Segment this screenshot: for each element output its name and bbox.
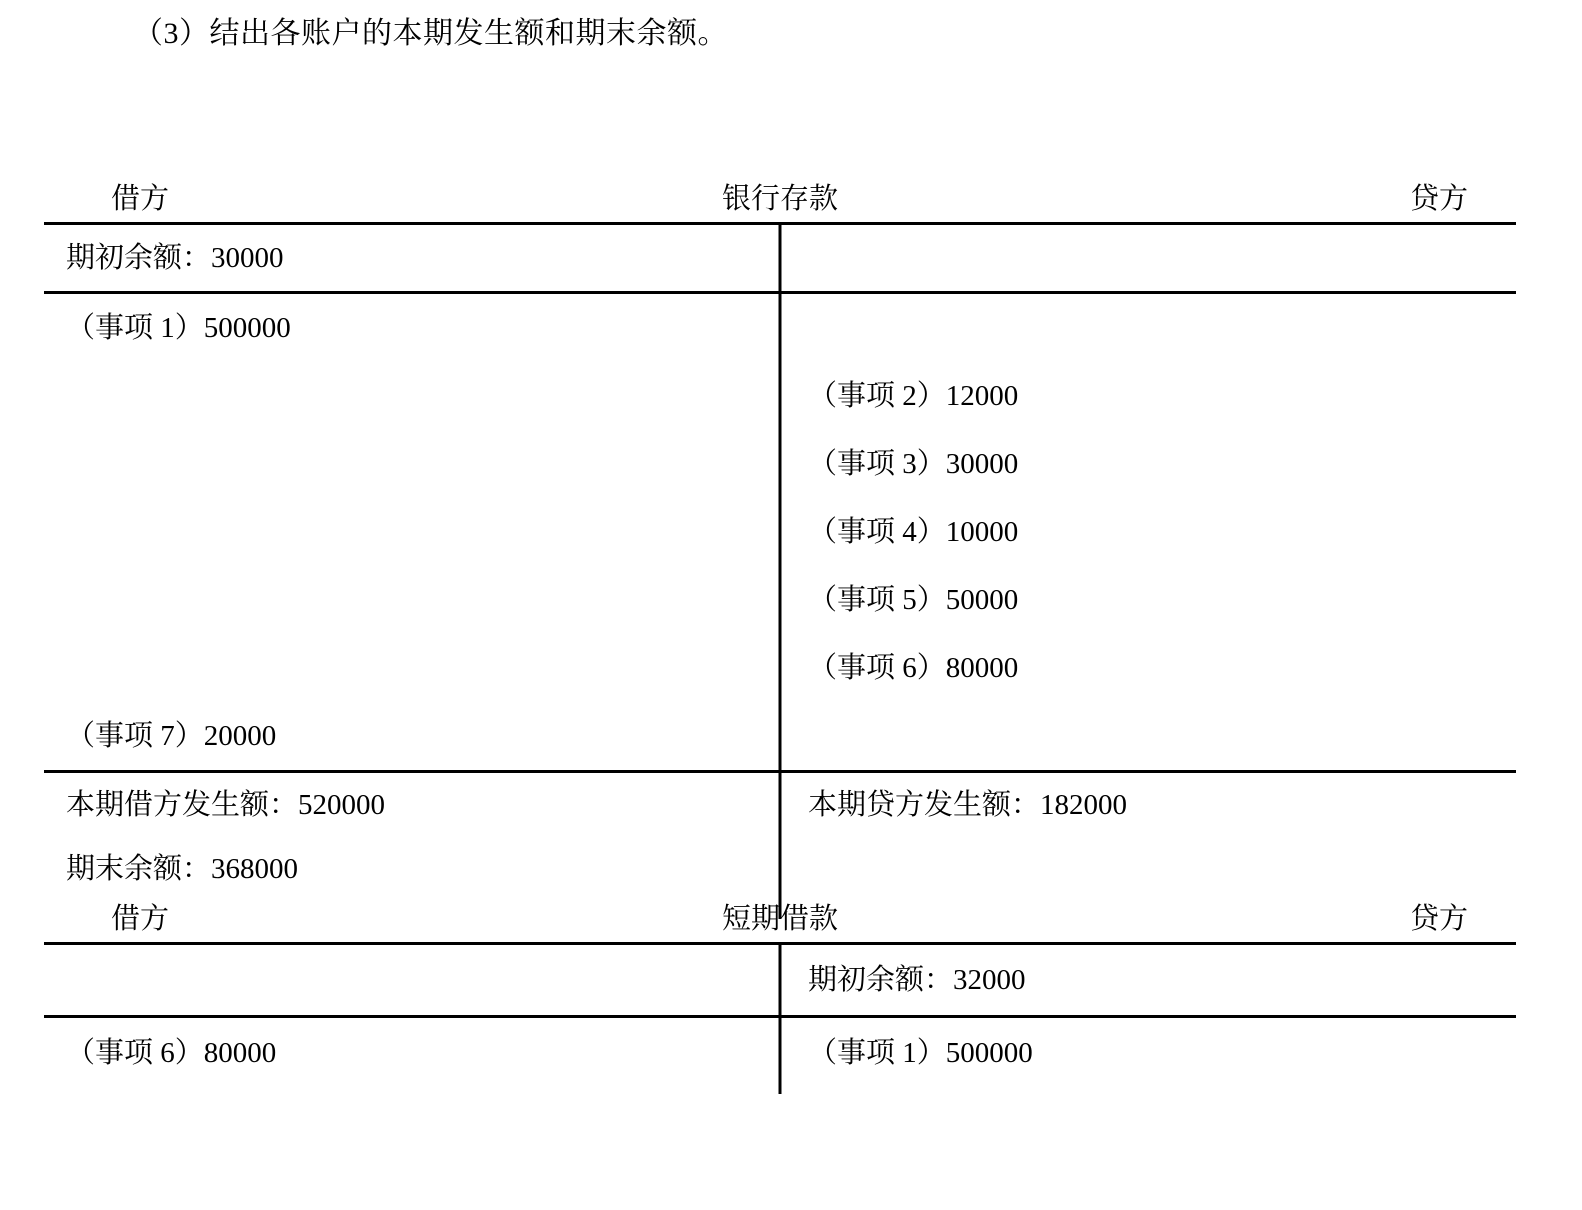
credit-side-label: 贷方	[1409, 183, 1468, 215]
opening-balance-credit: 期初余额：32000	[808, 964, 1026, 996]
credit-entry: （事项 5）50000	[808, 584, 1019, 616]
credit-entry: （事项 6）80000	[808, 652, 1019, 684]
credit-totals	[780, 773, 1516, 901]
debit-closing-balance: 期末余额：368000	[66, 853, 299, 885]
account-title: 银行存款	[721, 183, 838, 215]
section-heading: （3）结出各账户的本期发生额和期末余额。	[133, 17, 728, 50]
debit-entries	[44, 1018, 780, 1088]
debit-side-label: 借方	[111, 183, 170, 215]
debit-entry: （事项 7）20000	[66, 720, 277, 752]
debit-entries	[44, 294, 780, 770]
credit-entries	[780, 294, 1516, 770]
debit-period-total: 本期借方发生额：520000	[66, 789, 386, 821]
credit-period-total: 本期贷方发生额：182000	[808, 789, 1128, 821]
credit-entries	[780, 1018, 1516, 1088]
credit-side-label: 贷方	[1409, 903, 1468, 935]
credit-entry: （事项 1）500000	[808, 1037, 1033, 1069]
t-account-header	[44, 896, 1516, 942]
credit-entry: （事项 3）30000	[808, 448, 1019, 480]
t-account-bank-deposit	[44, 176, 1516, 901]
credit-entry: （事项 2）12000	[808, 380, 1019, 412]
debit-totals	[44, 773, 780, 901]
t-account-header	[44, 176, 1516, 222]
center-divider	[779, 945, 782, 1094]
credit-entry: （事项 4）10000	[808, 516, 1019, 548]
t-account-short-term-loan	[44, 896, 1516, 1088]
debit-side-label: 借方	[111, 903, 170, 935]
account-title: 短期借款	[721, 903, 838, 935]
debit-entry: （事项 6）80000	[66, 1037, 277, 1069]
t-account-body	[44, 942, 1516, 1088]
opening-balance-credit	[780, 225, 1516, 291]
center-divider	[779, 225, 782, 919]
opening-balance-debit	[44, 945, 780, 1015]
debit-entry: （事项 1）500000	[66, 312, 291, 344]
t-account-body	[44, 222, 1516, 901]
opening-balance-debit: 期初余额：30000	[66, 242, 284, 274]
